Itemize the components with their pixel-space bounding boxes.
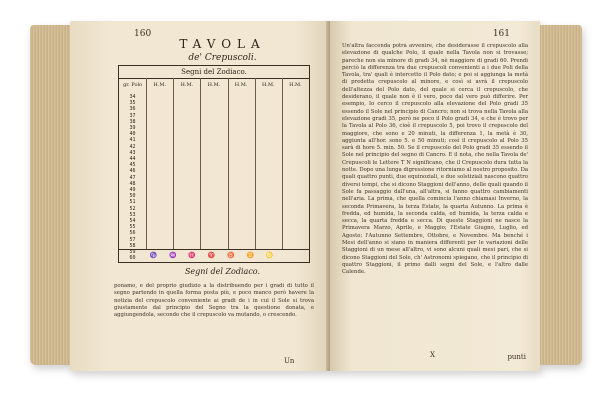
pole-degree-cell: 36 xyxy=(129,106,136,113)
twilight-table xyxy=(118,65,310,263)
column-header: H.M. xyxy=(180,82,194,88)
table-title: TAVOLA xyxy=(179,37,266,51)
table-column xyxy=(282,78,309,250)
pole-degree-cell: 46 xyxy=(129,168,136,175)
column-header: H.M. xyxy=(289,82,302,88)
pole-degree-cell: 44 xyxy=(129,156,136,162)
pole-degree-cell: 50 xyxy=(129,193,136,200)
pole-degree-cell: 49 xyxy=(129,187,136,193)
pole-degree-cell: 47 xyxy=(129,174,136,181)
page-number-left: 160 xyxy=(134,29,152,39)
left-page-edges xyxy=(30,25,72,365)
pole-degree-cell: 45 xyxy=(129,162,136,169)
left-page-text: ponamo, e del proprio giudizio a la distribuendo per i gradi di tutto il segno partendo in quella forma posta più, e poco manco però havere la notizia del crepuscolo conveniente ai gradi de i in cui il Sole si trova giustamente dal principio del Segno tra la questione donata, e aggiungendola, secondo che il crepuscolo va mutando, o crescendo. xyxy=(114,283,314,319)
signature-mark: X xyxy=(430,351,435,359)
pole-degree-cell: 37 xyxy=(129,112,136,119)
right-page-text: Un'altra faccenda potrà avvenire, che desiderasse il crepuscolo alla elevazione di qualche Polo, il quale nella Tavola non si trovasse; pareche non sia minore di gradi 34, nè maggiore di gradi 60. Prendi perciò la differenza tra due crepuscoli convenienti a i due Poli della Tavola, tra' quali è intercetto il Polo dato; e poi si aggiunga la metà di predetta crepuscolo al minore, e così si avrà il crepuscolo dell'altezza del Polo dato, del quale si cerca il crepuscolo, che desiderano, il quale non è il vero, poco dal vero può differire. Per esempio, Io cerco il crepuscolo alla elevazione del Polo gradi 35 essendo il Sole nel principio di Cancro; non si trova nella Tavola alla elevazione gradi 35, però ne poco il Polo gradi 34, e che è trovo per la Tavola al Polo 36, cioè il crepuscolo 5, poi trovo il crepuscolo del maggiore, che sono e 20 minuti, la differenza 1, la metà è 30, aggiunta all'hor. sono 5. e 50 minuti; così il crepuscolo al Polo 35 sarà di hore 5. min. 50. Se il crepuscolo del Polo gradi 35 essendo il Sole nel principio del segno di Cancro. E il nota, che nella Tavola de' Crepuscoli le Lettere T N significano, che il Crepuscolo dura tutta la notte. Dopo una lunga digressione ritorniamo al nostro proposito. Da quali quattro punti, due equinoziali, e due solstiziali nascono quattro diversi tempi, che si dicono Staggioni dell'anno, delle quali quando il Sole fa passaggio dall'una, all'altra, si fanno quattro cambiamenti nell'aria. La prima, che quella comincia l'anno chiamasi Inverno, la seconda Primavera, la terza Estate, la quarta Autunno. La prima è fredda, ed humida, la seconda calda, ed humida, la terza calda e secca, la quarta fredda e secca. Di queste Staggioni ne nasce la Primavera Marzo, Aprile, e Maggio; l'Estate Giugno, Luglio, ed Agosto; l'Autunno Settembre, Ottobre, e Novembre. Ma benché i Mesi dell'anno si siano in maniera differenti per le variazioni delle Staggioni di un mese all'altro, vi sono alcuni quali mesi pari, che si dicono Staggioni del Sole, ch' Astronomi spiegano, che il principio di quattro Staggioni, il primo dalli segni del Sole, e l'altro dalle Calende. xyxy=(342,43,528,276)
pole-degree-cell: 60 xyxy=(129,255,136,262)
right-page-edges xyxy=(538,25,582,365)
pole-degree-cell: 55 xyxy=(129,224,136,231)
table-column xyxy=(146,78,174,250)
pole-degree-cell: 53 xyxy=(129,211,136,218)
table-footer-title: Segni del Zodiaco. xyxy=(184,267,261,276)
pole-degree-cell: 43 xyxy=(129,149,136,156)
pole-degree-cell: 56 xyxy=(129,230,136,237)
table-column xyxy=(228,78,256,250)
right-page xyxy=(330,21,540,371)
page-number-right: 161 xyxy=(492,29,510,39)
table-column xyxy=(173,78,201,250)
pole-degree-cell: 58 xyxy=(129,242,136,249)
column-header: H.M. xyxy=(234,82,248,88)
table-column xyxy=(255,78,283,250)
pole-degree-cell: 52 xyxy=(129,205,136,212)
pole-degree-cell: 57 xyxy=(129,236,136,243)
catchword-right: punti xyxy=(507,353,526,361)
pole-degree-cell: 34 xyxy=(129,94,136,100)
column-header: H.M. xyxy=(153,82,167,88)
table-subtitle: de' Crepuscoli. xyxy=(188,53,257,63)
open-book xyxy=(30,15,582,375)
zodiac-sign-row: ♑ ♒ ♓ ♈ ♉ ♊ ♋ xyxy=(119,249,309,262)
catchword-left: Un xyxy=(284,357,295,365)
column-header: H.M. xyxy=(261,82,275,88)
column-header: H.M. xyxy=(207,82,221,88)
pole-degree-cell: 38 xyxy=(129,118,136,125)
pole-degree-cell: 39 xyxy=(129,125,136,131)
pole-degree-cell: 42 xyxy=(129,143,136,150)
pole-degree-cell: 48 xyxy=(129,180,136,187)
pole-degree-cell: 54 xyxy=(129,218,136,224)
table-header: Segni del Zodiaco. xyxy=(119,66,309,79)
pole-degree-cell: 35 xyxy=(129,100,136,107)
pole-degree-cell: 59 xyxy=(129,249,136,255)
pole-degree-cell: 51 xyxy=(129,199,136,206)
table-column xyxy=(119,78,147,262)
pole-degree-cell: 41 xyxy=(129,137,136,144)
table-column xyxy=(200,78,228,250)
column-header: gr. Polo xyxy=(123,82,143,88)
pole-degree-cell: 40 xyxy=(129,131,136,138)
left-page xyxy=(70,21,335,371)
